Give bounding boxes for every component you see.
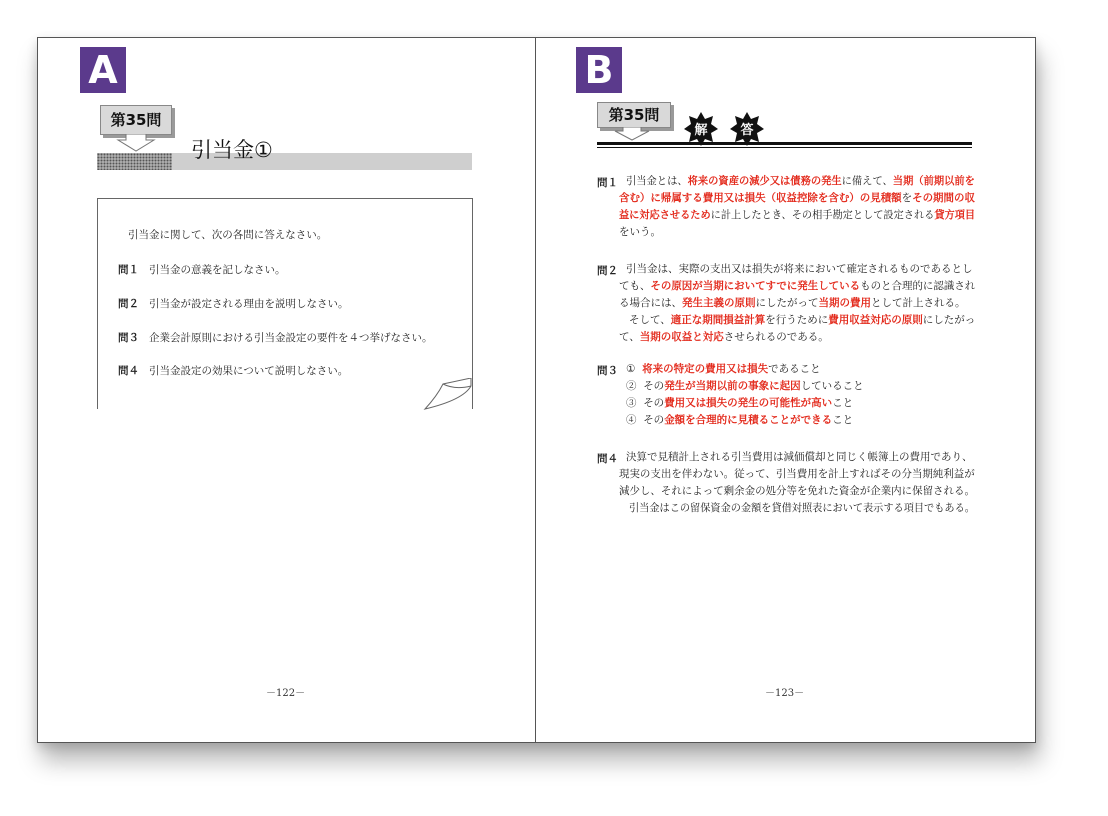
answer-rule-thick <box>597 142 972 145</box>
question-box <box>97 198 473 409</box>
answer-char-2: 答 <box>740 123 754 138</box>
answer-1-line-2: 含む）に帰属する費用又は損失（収益控除を含む）の見積額をその期間の収 <box>619 192 975 204</box>
answer-2-number: 問２ <box>597 265 618 277</box>
page-curl-icon <box>423 378 475 412</box>
question-number-tab: 第35問 <box>100 105 172 135</box>
answer-2-line-2: ても、その原因が当期においてすでに発生しているものと合理的に認識され <box>619 280 976 292</box>
answer-1-line-4: をいう。 <box>619 226 661 238</box>
answer-4-line-1: 決算で見積計上される引当費用は減価償却と同じく帳簿上の費用であり、 <box>626 451 973 463</box>
page-number-left: －122－ <box>266 688 306 699</box>
question-3 <box>118 330 433 345</box>
answer-3-number: 問３ <box>597 365 618 377</box>
question-1 <box>118 262 286 277</box>
answer-question-tab: 第35問 <box>597 102 671 128</box>
page-gutter <box>535 38 536 742</box>
title-bar-dotted <box>97 153 172 170</box>
question-4-number: 問４ <box>118 365 139 377</box>
question-intro: 引当金に関して、次の各問に答えなさい。 <box>128 229 328 241</box>
answer-2-line-1: 引当金は、実際の支出又は損失が将来において確定されるものであるとし <box>626 263 973 275</box>
question-1-number: 問１ <box>118 264 139 276</box>
page-a-badge: A <box>80 47 126 93</box>
answer-4-number: 問４ <box>597 453 618 465</box>
down-arrow-icon <box>116 134 156 152</box>
answer-3-item-3: ③ その費用又は損失の発生の可能性が高いこと <box>626 397 854 409</box>
question-2-text: 引当金が設定される理由を説明しなさい。 <box>149 298 349 310</box>
answer-rule-thin <box>597 147 972 148</box>
question-1-text: 引当金の意義を記しなさい。 <box>149 264 286 276</box>
answer-2-line-3: る場合には、発生主義の原則にしたがって当期の費用として計上される。 <box>619 297 966 309</box>
answer-2-line-4: そして、適正な期間損益計算を行うために費用収益対応の原則にしたがっ <box>629 314 976 326</box>
answer-3-item-2: ② その発生が当期以前の事象に起因していること <box>626 380 864 392</box>
question-3-text: 企業会計原則における引当金設定の要件を４つ挙げなさい。 <box>149 332 433 344</box>
answer-char-1: 解 <box>694 123 708 138</box>
answer-1-number: 問１ <box>597 177 618 189</box>
answer-3-item-1: ① 将来の特定の費用又は損失であること <box>626 363 821 375</box>
page-b-badge: B <box>576 47 622 93</box>
question-4-text: 引当金設定の効果について説明しなさい。 <box>149 365 349 377</box>
answer-4-line-3: 減少し、それによって剰余金の処分等を免れた資金が企業内に保留される。 <box>619 485 975 497</box>
question-title: 引当金① <box>191 138 273 162</box>
book-spread <box>37 37 1036 743</box>
page-number-right: －123－ <box>765 688 805 699</box>
answer-2-line-5: て、当期の収益と対応させられるのである。 <box>619 331 829 343</box>
answer-3-item-4: ④ その金額を合理的に見積ることができること <box>626 414 854 426</box>
question-2 <box>118 296 349 311</box>
answer-1-line-3: 益に対応させるために計上したとき、その相手勘定として設定される貸方項目 <box>619 209 976 221</box>
question-2-number: 問２ <box>118 298 139 310</box>
question-4 <box>118 363 348 378</box>
down-arrow-icon <box>613 127 651 141</box>
question-3-number: 問３ <box>118 332 139 344</box>
answer-4-line-2: 現実の支出を伴わない。従って、引当費用を計上すればその分当期純利益が <box>619 468 975 480</box>
answer-1-line-1: 引当金とは、将来の資産の減少又は債務の発生に備えて、当期（前期以前を <box>626 175 975 187</box>
answer-4-line-4: 引当金はこの留保資金の金額を貸借対照表において表示する項目でもある。 <box>629 502 975 514</box>
